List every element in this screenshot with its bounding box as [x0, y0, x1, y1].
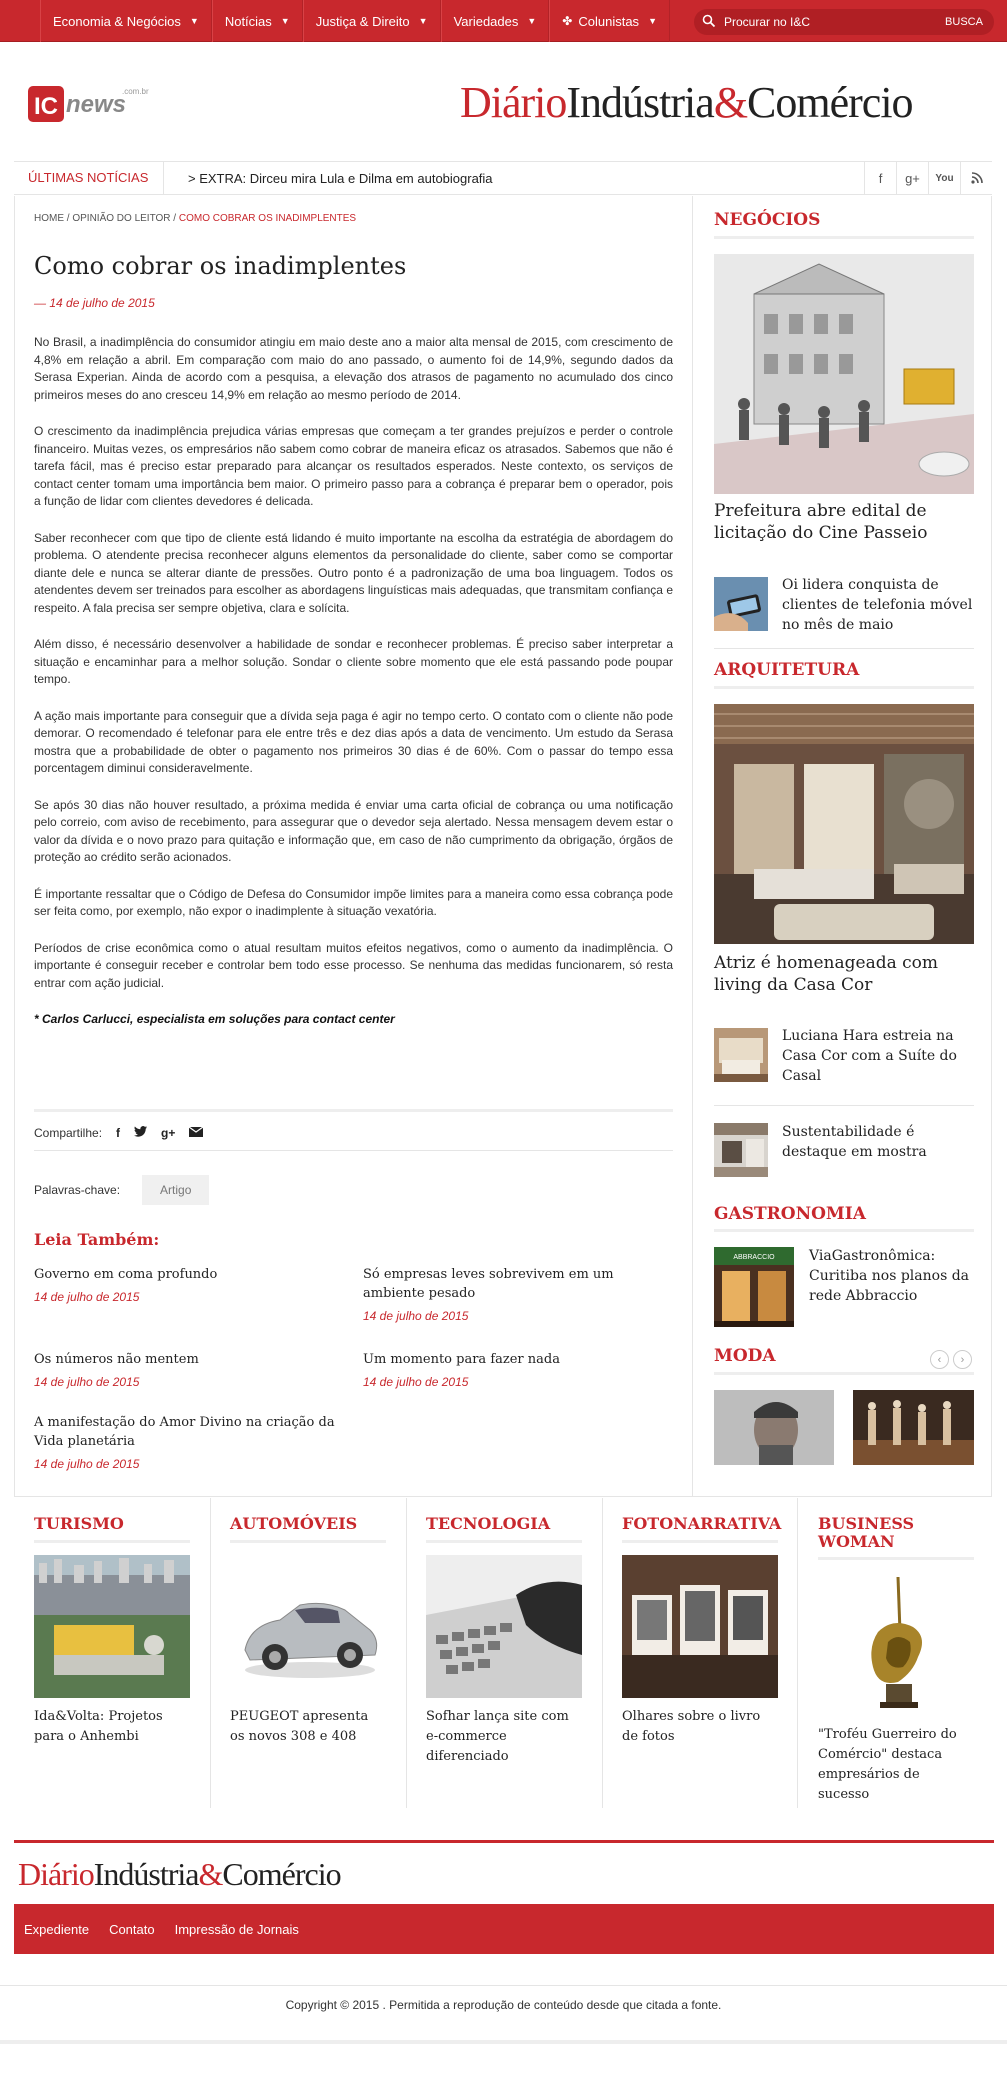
heading-underline — [714, 236, 974, 239]
chevron-down-icon: ▼ — [648, 16, 657, 26]
related-heading: Leia Também: — [34, 1230, 160, 1249]
article-paragraph: No Brasil, a inadimplência do consumidor atingiu em maio deste ano a maior alta mensal de 2015, com crescimento de 4,8% em relação a abril. Em comparação com maio do ano passado, o aumento foi de 14,9%, segundo dados da Serasa Experian. Ainda de acordo com a pesquisa, a elevação dos atrasos de pagamento no acumulado dos cinco primeiros meses do ano cresceu 14,9% em relação ao mesmo período de 2014. — [34, 335, 673, 402]
turismo-headline[interactable]: Ida&Volta: Projetos para o Anhembi — [34, 1709, 163, 1744]
divider — [34, 1150, 673, 1151]
menu-label: Economia & Negócios — [53, 13, 181, 29]
keyboard-image[interactable] — [426, 1555, 582, 1698]
gear-icon: ✤ — [562, 14, 573, 28]
section-heading-negocios[interactable]: NEGÓCIOS — [714, 210, 821, 230]
cine-passeio-image[interactable] — [714, 254, 974, 494]
keywords-label: Palavras-chave: — [34, 1183, 121, 1197]
svg-text:ABBRACCIO: ABBRACCIO — [733, 1254, 775, 1261]
search-box — [694, 9, 994, 35]
chevron-left-icon[interactable]: ‹ — [930, 1350, 949, 1369]
menu-label: Variedades — [453, 13, 519, 29]
anhembi-image[interactable] — [34, 1555, 190, 1698]
heading-underline — [426, 1540, 582, 1543]
article-body — [34, 334, 673, 1048]
breadcrumb-section[interactable]: OPINIÃO DO LEITOR — [72, 213, 171, 224]
arquitetura-small-headline[interactable]: Sustentabilidade é destaque em mostra — [782, 1124, 927, 1160]
fotonarrativa-headline[interactable]: Olhares sobre o livro de fotos — [622, 1709, 761, 1744]
article-title: Como cobrar os inadimplentes — [34, 252, 407, 280]
svg-text:news: news — [66, 91, 127, 118]
related-title[interactable]: Os números não mentem — [34, 1352, 199, 1367]
footer-link-contato[interactable]: Contato — [109, 1921, 155, 1937]
chevron-down-icon: ▼ — [189, 16, 199, 26]
negocios-headline[interactable]: Prefeitura abre edital de licitação do Cine Passeio — [714, 501, 928, 543]
chevron-down-icon: ▼ — [418, 16, 428, 26]
heading-underline — [714, 1372, 974, 1375]
tag-link[interactable]: Artigo — [142, 1175, 209, 1205]
breadcrumb-current: COMO COBRAR OS INADIMPLENTES — [178, 213, 357, 224]
footer-logo-part: Diário — [18, 1856, 94, 1892]
heading-underline — [714, 1229, 974, 1232]
menu-label: Justiça & Direito — [315, 13, 410, 29]
footer-link-expediente[interactable]: Expediente — [24, 1921, 90, 1937]
masthead-part: & — [713, 78, 748, 127]
mostra-thumbnail[interactable] — [714, 1123, 768, 1177]
trophy-image[interactable] — [818, 1572, 974, 1715]
footer-logo-part: & — [198, 1856, 223, 1892]
youtube-icon[interactable]: You — [928, 161, 960, 195]
search-input[interactable]: Procurar no I&C — [724, 15, 811, 29]
keywords-row — [34, 1175, 209, 1205]
footer-logo-part: Comércio — [222, 1856, 341, 1892]
suite-thumbnail[interactable] — [714, 1028, 768, 1082]
footer-logo-part: Indústria — [93, 1856, 199, 1892]
footer-nav — [14, 1904, 994, 1954]
divider — [714, 648, 974, 649]
negocios-small-headline[interactable]: Oi lidera conquista de clientes de telefonia móvel no mês de maio — [782, 577, 973, 633]
column-divider — [602, 1498, 603, 1808]
breadcrumb-sep: / — [64, 213, 73, 224]
article-paragraph: Além disso, é necessário desenvolver a habilidade de sondar e reconhecer problemas. É preciso saber interpretar a situação e encaminhar para a melhor solução. Sondar o cliente sobre momento que ele está passando pode poupar tempo. — [34, 637, 673, 686]
heading-underline — [818, 1557, 974, 1560]
share-label: Compartilhe: — [34, 1126, 103, 1140]
related-date: 14 de julho de 2015 — [363, 1309, 469, 1323]
main-menu — [40, 0, 670, 42]
related-item[interactable] — [34, 1265, 354, 1304]
facebook-icon[interactable]: f — [864, 161, 896, 195]
breadcrumb-home[interactable]: HOME — [34, 213, 64, 224]
article-paragraph: Se após 30 dias não houver resultado, a próxima medida é enviar uma carta oficial de cobrança ou uma notificação pelo correio, com aviso de recebimento, para assegurar que o devedor seja alertado. Nessa mensagem devem estar o valor da dívida e o novo prazo para quitação e informação que, em caso de não cumprimento da obrigação, órgãos de proteção ao crédito serão acionados. — [34, 797, 673, 864]
ticker-label: ÚLTIMAS NOTÍCIAS — [14, 161, 164, 195]
related-item[interactable] — [363, 1350, 663, 1389]
menu-economia[interactable] — [40, 0, 212, 42]
related-item[interactable] — [34, 1413, 344, 1471]
heading-underline — [622, 1540, 778, 1543]
menu-label: Colunistas — [578, 13, 640, 29]
article-date: — 14 de julho de 2015 — [34, 296, 155, 310]
masthead-part: Diário — [460, 78, 567, 127]
menu-colunistas[interactable] — [549, 0, 670, 42]
column-divider — [210, 1498, 211, 1808]
masthead-logo[interactable] — [460, 74, 990, 132]
carousel-controls — [930, 1350, 972, 1369]
section-heading-gastronomia[interactable]: GASTRONOMIA — [714, 1204, 866, 1224]
copyright: Copyright © 2015 . Permitida a reprodução de conteúdo desde que citada a fonte. — [285, 1998, 722, 2012]
arquitetura-small-headline[interactable]: Luciana Hara estreia na Casa Cor com a Suíte do Casal — [782, 1028, 957, 1084]
casa-cor-living-image[interactable] — [714, 704, 974, 944]
chevron-down-icon: ▼ — [527, 16, 537, 26]
article-signature: * Carlos Carlucci, especialista em soluções para contact center — [34, 1012, 395, 1026]
photo-book-image[interactable] — [622, 1555, 778, 1698]
section-heading-automoveis[interactable]: AUTOMÓVEIS — [230, 1514, 358, 1533]
menu-justica[interactable] — [303, 0, 441, 42]
related-item[interactable] — [363, 1265, 663, 1323]
article-paragraph: Saber reconhecer com que tipo de cliente está lidando é muito importante na escolha da estratégia de abordagem do problema. O atendente precisa reconhecer alguns elementos da personalidade do cliente, saber como se comportar diante dele e nunca se alterar diante de pressões. Outro ponto é a padronização de uma boa linguagem. Todos os atendentes devem ser treinados para escolher as abordagens linguísticas mais adequadas, que transmitam confiança e respeito. A fala precisa ser sempre objetiva, clara e solícita. — [34, 530, 673, 615]
heading-underline — [230, 1540, 386, 1543]
icnews-logo[interactable] — [26, 80, 152, 130]
business-woman-headline[interactable]: "Troféu Guerreiro do Comércio" destaca empresários de sucesso — [818, 1727, 957, 1802]
column-divider — [797, 1498, 798, 1808]
tecnologia-headline[interactable]: Sofhar lança site com e-commerce diferenciado — [426, 1709, 569, 1764]
top-navbar — [0, 0, 1007, 42]
menu-noticias[interactable] — [212, 0, 303, 42]
article-paragraph: A ação mais importante para conseguir que a dívida seja paga é agir no tempo certo. O contato com o cliente não pode demorar. O recomendado é telefonar para ele entre três e dez dias após a data de vencimento. Um estudo da Serasa mostra que a probabilidade de obter o pagamento nos primeiros 30 dias é de 60%. Com o passar do tempo essa porcentagem diminui consideravelmente. — [34, 708, 673, 775]
related-date: 14 de julho de 2015 — [34, 1290, 140, 1304]
related-item[interactable] — [34, 1350, 354, 1389]
arquitetura-headline[interactable]: Atriz é homenageada com living da Casa Cor — [714, 953, 939, 995]
heading-underline — [34, 1540, 190, 1543]
svg-text:IC: IC — [34, 93, 58, 120]
menu-variedades[interactable] — [441, 0, 550, 42]
section-heading-fotonarrativa[interactable]: FOTONARRATIVA — [622, 1514, 782, 1533]
section-heading-arquitetura[interactable]: ARQUITETURA — [714, 660, 860, 680]
divider — [34, 1109, 673, 1112]
masthead-part: Comércio — [747, 78, 913, 127]
related-date: 14 de julho de 2015 — [34, 1457, 140, 1471]
article-paragraph: Períodos de crise econômica como o atual resultam muitos efeitos negativos, como o aumento da inadimplência. O importante é conseguir receber e controlar bem todo esse processo. Se nenhuma das medidas funcionarem, só resta entrar com ação judicial. — [34, 940, 673, 990]
section-heading-moda[interactable]: MODA — [714, 1346, 776, 1366]
footer-top-rule — [14, 1840, 994, 1843]
search-icon — [694, 14, 724, 31]
breadcrumb-sep: / — [170, 213, 179, 224]
section-heading-turismo[interactable]: TURISMO — [34, 1514, 124, 1533]
column-divider — [406, 1498, 407, 1808]
article-paragraph: O crescimento da inadimplência prejudica várias empresas que começam a ter grandes prejuízos e perder o controle financeiro. Muitas vezes, os empresários não sabem como cobrar de maneira eficaz os atrasados. Sabemos que não é tarefa fácil, mas é preciso estar preparado para alcançar os resultados esperados. Neste contexto, os serviços de contact center tomam uma importância bem maior. O primeiro passo para a cobrança é preparar bem o operador, pois a função de lidar com clientes devedores é delicada. — [34, 424, 673, 508]
section-heading-business-woman[interactable]: BUSINESS WOMAN — [818, 1514, 915, 1551]
email-share-icon[interactable] — [189, 1126, 203, 1140]
chevron-right-icon[interactable]: › — [953, 1350, 972, 1369]
facebook-share-icon[interactable]: f — [116, 1126, 121, 1140]
related-title[interactable]: Um momento para fazer nada — [363, 1352, 560, 1367]
masthead-part: Indústria — [566, 78, 714, 127]
twitter-share-icon[interactable] — [134, 1126, 147, 1140]
related-title[interactable]: Governo em coma profundo — [34, 1267, 218, 1282]
divider — [0, 1985, 1007, 1986]
menu-label: Notícias — [224, 13, 272, 29]
svg-text:.com.br: .com.br — [122, 87, 149, 96]
google-plus-icon[interactable]: g+ — [896, 161, 928, 195]
related-title[interactable]: Só empresas leves sobrevivem em um ambiente pesado — [363, 1267, 614, 1301]
sidebar-divider — [692, 196, 693, 1497]
breadcrumb — [34, 213, 356, 224]
abbraccio-thumbnail[interactable] — [714, 1247, 794, 1327]
related-date: 14 de julho de 2015 — [363, 1375, 469, 1389]
automoveis-headline[interactable]: PEUGEOT apresenta os novos 308 e 408 — [230, 1709, 369, 1744]
moda-image-runway[interactable] — [853, 1390, 974, 1465]
gastronomia-headline[interactable]: ViaGastronômica: Curitiba nos planos da rede Abbraccio — [809, 1248, 970, 1304]
search-button[interactable]: BUSCA — [945, 16, 983, 28]
peugeot-image[interactable] — [230, 1555, 386, 1698]
article-paragraph: É importante ressaltar que o Código de Defesa do Consumidor impõe limites para a maneira como essa cobrança pode ser feita como, por exemplo, não expor o inadimplente à situação vexatória. — [34, 886, 673, 918]
footer-link-impressao[interactable]: Impressão de Jornais — [174, 1921, 299, 1937]
rss-icon[interactable] — [960, 161, 992, 195]
divider — [714, 1105, 974, 1106]
footer-bottom-rule — [0, 2040, 1007, 2044]
google-plus-share-icon[interactable]: g+ — [161, 1126, 176, 1140]
chevron-down-icon: ▼ — [280, 16, 290, 26]
ticker-headline[interactable]: > EXTRA: Dirceu mira Lula e Dilma em autobiografia — [188, 170, 493, 186]
section-heading-tecnologia[interactable]: TECNOLOGIA — [426, 1514, 551, 1533]
related-date: 14 de julho de 2015 — [34, 1375, 140, 1389]
news-ticker — [14, 161, 992, 195]
footer-logo[interactable] — [18, 1856, 341, 1893]
heading-underline — [714, 686, 974, 689]
phone-thumbnail[interactable] — [714, 577, 768, 631]
related-title[interactable]: A manifestação do Amor Divino na criação da Vida planetária — [34, 1415, 335, 1449]
share-bar — [34, 1120, 203, 1146]
moda-image-man[interactable] — [714, 1390, 834, 1465]
